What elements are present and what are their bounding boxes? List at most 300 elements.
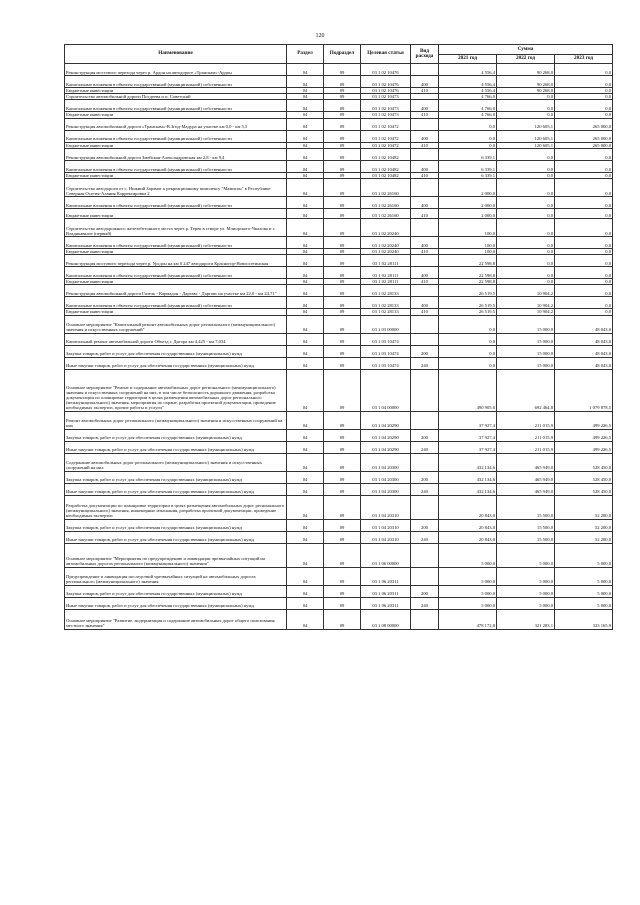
cell-subsection: 09 bbox=[324, 585, 361, 597]
cell-subsection: 09 bbox=[324, 267, 361, 279]
cell-section: 04 bbox=[287, 100, 324, 112]
header-sum: Сумма bbox=[439, 45, 613, 55]
table-header bbox=[65, 45, 613, 64]
cell-2023: 0,0 bbox=[555, 148, 613, 160]
cell-2021: 20 843,0 bbox=[439, 531, 497, 543]
cell-2021: 0,0 bbox=[439, 142, 497, 148]
cell-expense-type: 200 bbox=[411, 345, 439, 357]
cell-section: 04 bbox=[287, 297, 324, 309]
cell-name: Капитальные вложения в объекты государственной (муниципальной) собственности bbox=[65, 100, 287, 112]
cell-name: Иные закупки товаров, работ и услуг для обеспечения государственных (муниципальных) нужд bbox=[65, 357, 287, 369]
cell-expense-type bbox=[411, 567, 439, 585]
table-row bbox=[65, 285, 613, 297]
cell-2022: 90 268,0 bbox=[497, 76, 555, 88]
cell-2022: 0,0 bbox=[497, 172, 555, 178]
cell-2023: 0,0 bbox=[555, 100, 613, 112]
cell-2023: 0,0 bbox=[555, 285, 613, 297]
cell-expense-type: 400 bbox=[411, 130, 439, 142]
header-section: Раздел bbox=[287, 45, 324, 64]
cell-target: 03 1 02 10482 bbox=[361, 160, 411, 172]
cell-section: 04 bbox=[287, 531, 324, 543]
cell-name: Закупка товаров, работ и услуг для обеспечения государственных (муниципальных) нужд bbox=[65, 585, 287, 597]
cell-2022: 211 015,9 bbox=[497, 441, 555, 453]
cell-name: Капитальные вложения в объекты государственной (муниципальной) собственности bbox=[65, 297, 287, 309]
table-row bbox=[65, 197, 613, 209]
cell-expense-type: 400 bbox=[411, 100, 439, 112]
cell-target: 03 1 03 10474 bbox=[361, 357, 411, 369]
cell-name: Реконструкция автомобильной дороги Змейская-Александровская км 2,8 - км 9,4 bbox=[65, 148, 287, 160]
cell-section: 04 bbox=[287, 209, 324, 219]
cell-2021: 20 843,0 bbox=[439, 495, 497, 519]
cell-2022: 15 000,0 bbox=[497, 315, 555, 333]
cell-2022: 321 283,1 bbox=[497, 609, 555, 629]
cell-2023: 323 165,9 bbox=[555, 609, 613, 629]
cell-name: Реконструкция автомобильной дороги Гизель - Кармадон - Даргавс - Даргавс на участке км 22,0 - км 24,71" bbox=[65, 285, 287, 297]
cell-name: Бюджетные инвестиции bbox=[65, 309, 287, 315]
cell-target: 03 1 04 20300 bbox=[361, 483, 411, 495]
budget-table bbox=[64, 44, 613, 630]
cell-section: 04 bbox=[287, 333, 324, 345]
cell-name: Капитальные вложения в объекты государственной (муниципальной) собственности bbox=[65, 267, 287, 279]
cell-2023: 0,0 bbox=[555, 279, 613, 285]
cell-expense-type: 410 bbox=[411, 309, 439, 315]
cell-2021: 4 766,0 bbox=[439, 94, 497, 100]
table-row bbox=[65, 471, 613, 483]
cell-section: 04 bbox=[287, 285, 324, 297]
cell-expense-type: 240 bbox=[411, 597, 439, 609]
cell-2022: 0,0 bbox=[497, 197, 555, 209]
cell-section: 04 bbox=[287, 411, 324, 429]
header-subsection: Подраздел bbox=[324, 45, 361, 64]
cell-expense-type: 240 bbox=[411, 531, 439, 543]
cell-expense-type: 400 bbox=[411, 267, 439, 279]
cell-subsection: 09 bbox=[324, 148, 361, 160]
cell-section: 04 bbox=[287, 453, 324, 471]
cell-section: 04 bbox=[287, 309, 324, 315]
cell-name: Бюджетные инвестиции bbox=[65, 112, 287, 118]
cell-target: 03 1 02 28111 bbox=[361, 279, 411, 285]
page-number: 120 bbox=[315, 33, 325, 39]
cell-target: 03 1 02 28133 bbox=[361, 285, 411, 297]
cell-subsection: 09 bbox=[324, 209, 361, 219]
cell-2021: 0,0 bbox=[439, 333, 497, 345]
cell-subsection: 09 bbox=[324, 279, 361, 285]
cell-section: 04 bbox=[287, 483, 324, 495]
cell-expense-type: 400 bbox=[411, 160, 439, 172]
cell-target: 03 1 02 26160 bbox=[361, 209, 411, 219]
cell-2021: 100,0 bbox=[439, 237, 497, 249]
table-row bbox=[65, 483, 613, 495]
header-year-2023: 2023 год bbox=[555, 55, 613, 64]
cell-subsection: 09 bbox=[324, 76, 361, 88]
cell-target: 03 1 02 20240 bbox=[361, 237, 411, 249]
cell-name: Иные закупки товаров, работ и услуг для обеспечения государственных (муниципальных) нужд bbox=[65, 483, 287, 495]
cell-section: 04 bbox=[287, 94, 324, 100]
cell-expense-type bbox=[411, 255, 439, 267]
cell-target: 03 1 04 00000 bbox=[361, 369, 411, 411]
cell-2023: 0,0 bbox=[555, 255, 613, 267]
cell-2023: 48 043,0 bbox=[555, 315, 613, 333]
cell-name: Основное мероприятие "Ремонт и содержание автомобильных дорог регионального (межмуниципального) значения и искусственных сооружений на них, в том числе безопасность дорожного движения, разработка документации по планировке территории в целях размещения автомобильных дорог регионального (межмуниципального) значения, мероприятия по охране, разработка проектной документации, проведение необходимых экспертиз, прочие работы и услуги" bbox=[65, 369, 287, 411]
cell-target: 03 1 02 20240 bbox=[361, 249, 411, 255]
table-row bbox=[65, 585, 613, 597]
table-row bbox=[65, 345, 613, 357]
cell-expense-type: 200 bbox=[411, 471, 439, 483]
cell-expense-type bbox=[411, 543, 439, 567]
cell-expense-type: 200 bbox=[411, 429, 439, 441]
cell-name: Реконструкция мостового перехода через р. Ардон на автодороге «Транскам»-Ардон bbox=[65, 64, 287, 76]
cell-target: 03 1 02 10476 bbox=[361, 88, 411, 94]
cell-expense-type: 410 bbox=[411, 172, 439, 178]
cell-2022: 0,0 bbox=[497, 160, 555, 172]
cell-2021: 5 000,0 bbox=[439, 543, 497, 567]
cell-subsection: 09 bbox=[324, 369, 361, 411]
cell-2021: 100,0 bbox=[439, 249, 497, 255]
cell-target: 03 1 04 20300 bbox=[361, 471, 411, 483]
cell-name: Основное мероприятие "Мероприятия по предупреждению и ликвидации чрезвычайных ситуаций на автомобильных дорогах регионального (межмуниципального) значения" bbox=[65, 543, 287, 567]
cell-2022: 0,0 bbox=[497, 237, 555, 249]
cell-section: 04 bbox=[287, 357, 324, 369]
cell-target: 03 1 02 10476 bbox=[361, 76, 411, 88]
cell-subsection: 09 bbox=[324, 142, 361, 148]
cell-2021: 432 134,6 bbox=[439, 471, 497, 483]
cell-target: 03 1 02 28133 bbox=[361, 297, 411, 309]
table-row bbox=[65, 297, 613, 309]
cell-subsection: 09 bbox=[324, 315, 361, 333]
cell-2021: 6 339,1 bbox=[439, 160, 497, 172]
header-target: Целевая статья bbox=[361, 45, 411, 64]
cell-2022: 0,0 bbox=[497, 279, 555, 285]
cell-2021: 2 000,0 bbox=[439, 209, 497, 219]
cell-subsection: 09 bbox=[324, 471, 361, 483]
cell-2022: 15 500,0 bbox=[497, 531, 555, 543]
cell-name: Бюджетные инвестиции bbox=[65, 88, 287, 94]
cell-target: 03 1 06 20311 bbox=[361, 567, 411, 585]
table-row bbox=[65, 315, 613, 333]
cell-2022: 10 904,2 bbox=[497, 285, 555, 297]
cell-2021: 37 927,4 bbox=[439, 441, 497, 453]
cell-name: Закупка товаров, работ и услуг для обеспечения государственных (муниципальных) нужд bbox=[65, 471, 287, 483]
cell-2022: 0,0 bbox=[497, 179, 555, 197]
cell-2022: 0,0 bbox=[497, 112, 555, 118]
cell-subsection: 09 bbox=[324, 249, 361, 255]
cell-subsection: 09 bbox=[324, 597, 361, 609]
cell-target: 03 1 02 10472 bbox=[361, 142, 411, 148]
cell-subsection: 09 bbox=[324, 179, 361, 197]
cell-subsection: 09 bbox=[324, 88, 361, 94]
table-row bbox=[65, 609, 613, 629]
cell-target: 03 1 02 10482 bbox=[361, 148, 411, 160]
cell-2022: 0,0 bbox=[497, 100, 555, 112]
cell-subsection: 09 bbox=[324, 197, 361, 209]
cell-section: 04 bbox=[287, 255, 324, 267]
cell-2023: 0,0 bbox=[555, 76, 613, 88]
cell-name: Реконструкция мостового перехода через р. Урсдон на км 0 247 автодороги Красногор-Новоосетинская bbox=[65, 255, 287, 267]
cell-2023: 5 000,0 bbox=[555, 567, 613, 585]
cell-2022: 5 000,0 bbox=[497, 567, 555, 585]
cell-section: 04 bbox=[287, 172, 324, 178]
cell-2021: 26 519,5 bbox=[439, 285, 497, 297]
cell-subsection: 09 bbox=[324, 345, 361, 357]
cell-2023: 5 000,0 bbox=[555, 597, 613, 609]
cell-2023: 0,0 bbox=[555, 297, 613, 309]
cell-2021: 2 000,0 bbox=[439, 197, 497, 209]
cell-subsection: 09 bbox=[324, 297, 361, 309]
table-row bbox=[65, 219, 613, 237]
cell-name: Содержание автомобильных дорог регионального (межмуниципального) значения и искусственных сооружений на них bbox=[65, 453, 287, 471]
cell-target: 03 1 03 10474 bbox=[361, 333, 411, 345]
cell-2021: 26 519,5 bbox=[439, 309, 497, 315]
cell-section: 04 bbox=[287, 249, 324, 255]
cell-expense-type: 410 bbox=[411, 88, 439, 94]
cell-section: 04 bbox=[287, 219, 324, 237]
cell-expense-type bbox=[411, 285, 439, 297]
cell-section: 04 bbox=[287, 112, 324, 118]
cell-target: 03 1 04 20290 bbox=[361, 411, 411, 429]
table-row bbox=[65, 179, 613, 197]
cell-2023: 0,0 bbox=[555, 249, 613, 255]
cell-2023: 0,0 bbox=[555, 88, 613, 94]
cell-name: Строительство автодорожного железобетонного моста через р. Терек в створе ул. Млиорского-Чкалова и г. Владикавказе (первый) bbox=[65, 219, 287, 237]
cell-section: 04 bbox=[287, 64, 324, 76]
cell-2023: 0,0 bbox=[555, 267, 613, 279]
cell-target: 03 1 02 10472 bbox=[361, 130, 411, 142]
cell-name: Закупка товаров, работ и услуг для обеспечения государственных (муниципальных) нужд bbox=[65, 519, 287, 531]
cell-2021: 432 134,6 bbox=[439, 483, 497, 495]
cell-target: 03 1 02 26160 bbox=[361, 197, 411, 209]
cell-name: Строительство автодороги от с. Нижний Зарамаг к рекреационному комплексу "Мамисон" в Республике Северная Осетия-Алания Корректировка 2 bbox=[65, 179, 287, 197]
cell-name: Бюджетные инвестиции bbox=[65, 279, 287, 285]
cell-section: 04 bbox=[287, 471, 324, 483]
cell-2022: 465 949,0 bbox=[497, 471, 555, 483]
header-name: Наименование bbox=[65, 45, 287, 64]
cell-expense-type bbox=[411, 369, 439, 411]
cell-section: 04 bbox=[287, 567, 324, 585]
cell-2022: 692 464,8 bbox=[497, 369, 555, 411]
cell-expense-type bbox=[411, 64, 439, 76]
cell-name: Предупреждение и ликвидация последствий чрезвычайных ситуаций на автомобильных дорогах регионального (межмуниципального) значения bbox=[65, 567, 287, 585]
cell-name: Бюджетные инвестиции bbox=[65, 209, 287, 219]
cell-2022: 90 268,0 bbox=[497, 64, 555, 76]
cell-2023: 0,0 bbox=[555, 112, 613, 118]
cell-target: 03 1 08 00000 bbox=[361, 609, 411, 629]
cell-expense-type: 200 bbox=[411, 585, 439, 597]
cell-subsection: 09 bbox=[324, 237, 361, 249]
cell-expense-type: 240 bbox=[411, 483, 439, 495]
cell-2023: 52 200,0 bbox=[555, 531, 613, 543]
cell-subsection: 09 bbox=[324, 495, 361, 519]
cell-2023: 528 450,0 bbox=[555, 453, 613, 471]
cell-2021: 4 766,0 bbox=[439, 112, 497, 118]
cell-2022: 0,0 bbox=[497, 249, 555, 255]
table-row bbox=[65, 267, 613, 279]
table-row bbox=[65, 429, 613, 441]
cell-2022: 465 949,0 bbox=[497, 453, 555, 471]
cell-2021: 4 556,4 bbox=[439, 76, 497, 88]
cell-expense-type bbox=[411, 148, 439, 160]
cell-2022: 15 000,0 bbox=[497, 333, 555, 345]
cell-section: 04 bbox=[287, 160, 324, 172]
cell-section: 04 bbox=[287, 267, 324, 279]
cell-target: 03 1 02 10472 bbox=[361, 118, 411, 130]
cell-2023: 48 043,0 bbox=[555, 345, 613, 357]
cell-section: 04 bbox=[287, 345, 324, 357]
cell-2022: 120 605,1 bbox=[497, 130, 555, 142]
cell-expense-type: 240 bbox=[411, 441, 439, 453]
cell-subsection: 09 bbox=[324, 94, 361, 100]
cell-name: Иные закупки товаров, работ и услуг для обеспечения государственных (муниципальных) нужд bbox=[65, 531, 287, 543]
cell-name: Капитальные вложения в объекты государственной (муниципальной) собственности bbox=[65, 160, 287, 172]
cell-target: 03 1 02 10473 bbox=[361, 100, 411, 112]
cell-section: 04 bbox=[287, 118, 324, 130]
table-row bbox=[65, 160, 613, 172]
cell-target: 03 1 02 28111 bbox=[361, 267, 411, 279]
cell-expense-type bbox=[411, 315, 439, 333]
cell-2023: 52 200,0 bbox=[555, 495, 613, 519]
cell-section: 04 bbox=[287, 543, 324, 567]
cell-2021: 2 000,0 bbox=[439, 179, 497, 197]
cell-2021: 490 905,0 bbox=[439, 369, 497, 411]
cell-expense-type: 410 bbox=[411, 279, 439, 285]
cell-section: 04 bbox=[287, 585, 324, 597]
cell-2023: 0,0 bbox=[555, 237, 613, 249]
table-row bbox=[65, 209, 613, 219]
cell-target: 03 1 06 20311 bbox=[361, 585, 411, 597]
cell-subsection: 09 bbox=[324, 100, 361, 112]
cell-name: Бюджетные инвестиции bbox=[65, 172, 287, 178]
cell-2021: 5 000,0 bbox=[439, 567, 497, 585]
cell-section: 04 bbox=[287, 130, 324, 142]
cell-2021: 22 598,8 bbox=[439, 279, 497, 285]
cell-2023: 265 000,0 bbox=[555, 118, 613, 130]
cell-2021: 432 134,6 bbox=[439, 453, 497, 471]
cell-2023: 528 450,0 bbox=[555, 471, 613, 483]
cell-name: Закупка товаров, работ и услуг для обеспечения государственных (муниципальных) нужд bbox=[65, 429, 287, 441]
cell-name: Капитальные вложения в объекты государственной (муниципальной) собственности bbox=[65, 237, 287, 249]
cell-expense-type bbox=[411, 219, 439, 237]
cell-subsection: 09 bbox=[324, 160, 361, 172]
cell-subsection: 09 bbox=[324, 609, 361, 629]
cell-2021: 4 556,4 bbox=[439, 64, 497, 76]
cell-expense-type: 410 bbox=[411, 249, 439, 255]
cell-subsection: 09 bbox=[324, 519, 361, 531]
cell-2021: 0,0 bbox=[439, 130, 497, 142]
cell-2021: 4 766,0 bbox=[439, 100, 497, 112]
cell-2021: 0,0 bbox=[439, 118, 497, 130]
cell-name: Ремонт автомобильных дорог регионального (межмуниципального) значения и искусственных сооружений на них bbox=[65, 411, 287, 429]
cell-name: Основное мероприятие "Капитальный ремонт автомобильных дорог регионального (межмуниципального) значения и искусственных сооружений" bbox=[65, 315, 287, 333]
cell-2023: 499 226,5 bbox=[555, 441, 613, 453]
cell-2022: 5 000,0 bbox=[497, 585, 555, 597]
cell-2021: 4 556,4 bbox=[439, 88, 497, 94]
cell-target: 03 1 06 20311 bbox=[361, 597, 411, 609]
cell-subsection: 09 bbox=[324, 285, 361, 297]
cell-section: 04 bbox=[287, 441, 324, 453]
table-row bbox=[65, 597, 613, 609]
cell-target: 03 1 04 20290 bbox=[361, 429, 411, 441]
cell-target: 03 1 02 10473 bbox=[361, 94, 411, 100]
table-row bbox=[65, 255, 613, 267]
cell-name: Капитальный ремонт автомобильной дороги Объезд г. Дигора км 4,425 - км 7,034 bbox=[65, 333, 287, 345]
cell-section: 04 bbox=[287, 369, 324, 411]
cell-subsection: 09 bbox=[324, 112, 361, 118]
cell-target: 03 1 02 28133 bbox=[361, 309, 411, 315]
cell-expense-type bbox=[411, 453, 439, 471]
cell-2022: 120 605,1 bbox=[497, 142, 555, 148]
cell-target: 03 1 02 10482 bbox=[361, 172, 411, 178]
table-row bbox=[65, 411, 613, 429]
cell-subsection: 09 bbox=[324, 357, 361, 369]
cell-expense-type: 200 bbox=[411, 519, 439, 531]
cell-2023: 5 000,0 bbox=[555, 585, 613, 597]
cell-target: 03 1 02 10473 bbox=[361, 112, 411, 118]
cell-section: 04 bbox=[287, 429, 324, 441]
cell-2022: 10 904,2 bbox=[497, 309, 555, 315]
table-row bbox=[65, 369, 613, 411]
cell-section: 04 bbox=[287, 315, 324, 333]
cell-2022: 120 605,1 bbox=[497, 118, 555, 130]
cell-target: 03 1 02 20240 bbox=[361, 219, 411, 237]
cell-target: 03 1 04 20310 bbox=[361, 495, 411, 519]
cell-expense-type: 410 bbox=[411, 112, 439, 118]
cell-2023: 499 226,5 bbox=[555, 411, 613, 429]
cell-subsection: 09 bbox=[324, 309, 361, 315]
cell-section: 04 bbox=[287, 88, 324, 94]
cell-2022: 211 015,9 bbox=[497, 411, 555, 429]
cell-section: 04 bbox=[287, 237, 324, 249]
cell-subsection: 09 bbox=[324, 130, 361, 142]
cell-2023: 0,0 bbox=[555, 209, 613, 219]
cell-subsection: 09 bbox=[324, 255, 361, 267]
table-row bbox=[65, 148, 613, 160]
cell-section: 04 bbox=[287, 279, 324, 285]
cell-subsection: 09 bbox=[324, 453, 361, 471]
cell-2021: 100,0 bbox=[439, 219, 497, 237]
header-expense-type: Вид расхода bbox=[411, 45, 439, 64]
cell-section: 04 bbox=[287, 197, 324, 209]
header-year-2021: 2021 год bbox=[439, 55, 497, 64]
cell-subsection: 09 bbox=[324, 441, 361, 453]
table-row bbox=[65, 531, 613, 543]
cell-name: Иные закупки товаров, работ и услуг для обеспечения государственных (муниципальных) нужд bbox=[65, 597, 287, 609]
cell-2022: 0,0 bbox=[497, 94, 555, 100]
cell-2022: 465 949,0 bbox=[497, 483, 555, 495]
cell-2022: 0,0 bbox=[497, 267, 555, 279]
cell-name: Капитальные вложения в объекты государственной (муниципальной) собственности bbox=[65, 76, 287, 88]
cell-2021: 6 339,1 bbox=[439, 172, 497, 178]
table-row bbox=[65, 100, 613, 112]
cell-section: 04 bbox=[287, 609, 324, 629]
cell-subsection: 09 bbox=[324, 429, 361, 441]
cell-name: Разработка документации по планировке территории в целях размещения автомобильных дорог регионального (межмуниципального) значения, инженерные изыскания, разработка проектной документации, проведение необходимых экспертиз bbox=[65, 495, 287, 519]
cell-2021: 0,0 bbox=[439, 315, 497, 333]
cell-subsection: 09 bbox=[324, 219, 361, 237]
cell-section: 04 bbox=[287, 179, 324, 197]
cell-2023: 0,0 bbox=[555, 160, 613, 172]
cell-2022: 5 000,0 bbox=[497, 597, 555, 609]
table-row bbox=[65, 118, 613, 130]
cell-section: 04 bbox=[287, 142, 324, 148]
cell-target: 03 1 04 20310 bbox=[361, 531, 411, 543]
table-row bbox=[65, 64, 613, 76]
cell-2021: 26 519,5 bbox=[439, 297, 497, 309]
cell-2022: 15 500,0 bbox=[497, 519, 555, 531]
cell-2022: 10 904,2 bbox=[497, 297, 555, 309]
cell-subsection: 09 bbox=[324, 333, 361, 345]
cell-2022: 0,0 bbox=[497, 219, 555, 237]
cell-expense-type bbox=[411, 179, 439, 197]
table-row bbox=[65, 130, 613, 142]
